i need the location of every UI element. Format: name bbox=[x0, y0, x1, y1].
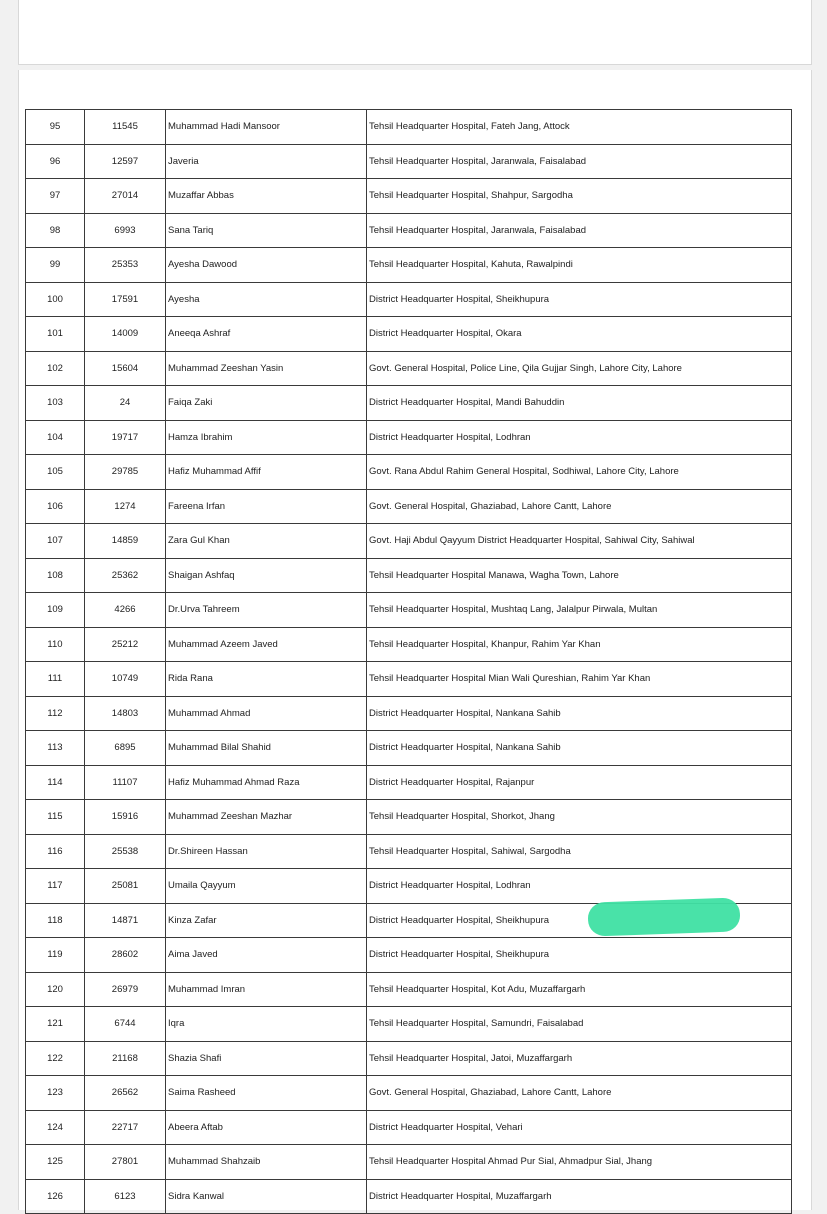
serial-cell: 102 bbox=[26, 351, 85, 386]
name-cell: Shazia Shafi bbox=[166, 1041, 367, 1076]
name-cell: Javeria bbox=[166, 144, 367, 179]
table-row bbox=[26, 869, 792, 904]
serial-cell: 105 bbox=[26, 455, 85, 490]
table-row bbox=[26, 1179, 792, 1214]
merit-id-cell: 22717 bbox=[85, 1110, 166, 1145]
table-row bbox=[26, 627, 792, 662]
serial-cell: 107 bbox=[26, 524, 85, 559]
merit-id-cell: 14803 bbox=[85, 696, 166, 731]
table-row bbox=[26, 489, 792, 524]
hospital-cell: Tehsil Headquarter Hospital, Kot Adu, Muzaffargarh bbox=[367, 972, 792, 1007]
merit-id-cell: 10749 bbox=[85, 662, 166, 697]
merit-id-cell: 6895 bbox=[85, 731, 166, 766]
serial-cell: 106 bbox=[26, 489, 85, 524]
hospital-cell: Govt. Haji Abdul Qayyum District Headquarter Hospital, Sahiwal City, Sahiwal bbox=[367, 524, 792, 559]
table-row bbox=[26, 1041, 792, 1076]
table-row bbox=[26, 800, 792, 835]
merit-id-cell: 14871 bbox=[85, 903, 166, 938]
table-row bbox=[26, 248, 792, 283]
table-row bbox=[26, 317, 792, 352]
hospital-cell: Tehsil Headquarter Hospital, Shorkot, Jhang bbox=[367, 800, 792, 835]
merit-id-cell: 27014 bbox=[85, 179, 166, 214]
hospital-cell: District Headquarter Hospital, Sheikhupura bbox=[367, 903, 792, 938]
hospital-cell: Tehsil Headquarter Hospital, Mushtaq Lang, Jalalpur Pirwala, Multan bbox=[367, 593, 792, 628]
name-cell: Iqra bbox=[166, 1007, 367, 1042]
name-cell: Umaila Qayyum bbox=[166, 869, 367, 904]
hospital-cell: District Headquarter Hospital, Muzaffargarh bbox=[367, 1179, 792, 1214]
serial-cell: 117 bbox=[26, 869, 85, 904]
table-row bbox=[26, 1076, 792, 1111]
name-cell: Ayesha Dawood bbox=[166, 248, 367, 283]
table-row bbox=[26, 938, 792, 973]
table-row bbox=[26, 731, 792, 766]
hospital-cell: Tehsil Headquarter Hospital Mian Wali Qureshian, Rahim Yar Khan bbox=[367, 662, 792, 697]
merit-id-cell: 17591 bbox=[85, 282, 166, 317]
merit-id-cell: 26562 bbox=[85, 1076, 166, 1111]
serial-cell: 108 bbox=[26, 558, 85, 593]
name-cell: Sidra Kanwal bbox=[166, 1179, 367, 1214]
serial-cell: 104 bbox=[26, 420, 85, 455]
merit-id-cell: 28602 bbox=[85, 938, 166, 973]
merit-id-cell: 29785 bbox=[85, 455, 166, 490]
merit-id-cell: 1274 bbox=[85, 489, 166, 524]
merit-id-cell: 25081 bbox=[85, 869, 166, 904]
hospital-cell: District Headquarter Hospital, Lodhran bbox=[367, 420, 792, 455]
name-cell: Muhammad Bilal Shahid bbox=[166, 731, 367, 766]
name-cell: Muhammad Zeeshan Mazhar bbox=[166, 800, 367, 835]
hospital-cell: Tehsil Headquarter Hospital, Jaranwala, Faisalabad bbox=[367, 213, 792, 248]
name-cell: Dr.Urva Tahreem bbox=[166, 593, 367, 628]
hospital-cell: Tehsil Headquarter Hospital, Fateh Jang, Attock bbox=[367, 110, 792, 145]
name-cell: Dr.Shireen Hassan bbox=[166, 834, 367, 869]
name-cell: Kinza Zafar bbox=[166, 903, 367, 938]
table-body bbox=[26, 110, 792, 1214]
table-row bbox=[26, 1145, 792, 1180]
serial-cell: 118 bbox=[26, 903, 85, 938]
table-row bbox=[26, 1007, 792, 1042]
table-row bbox=[26, 282, 792, 317]
hospital-cell: Tehsil Headquarter Hospital, Sahiwal, Sargodha bbox=[367, 834, 792, 869]
serial-cell: 95 bbox=[26, 110, 85, 145]
serial-cell: 123 bbox=[26, 1076, 85, 1111]
merit-id-cell: 24 bbox=[85, 386, 166, 421]
serial-cell: 114 bbox=[26, 765, 85, 800]
allocation-table bbox=[25, 109, 792, 1214]
table-row bbox=[26, 593, 792, 628]
serial-cell: 98 bbox=[26, 213, 85, 248]
previous-page bbox=[18, 0, 812, 65]
name-cell: Abeera Aftab bbox=[166, 1110, 367, 1145]
name-cell: Zara Gul Khan bbox=[166, 524, 367, 559]
hospital-cell: District Headquarter Hospital, Nankana Sahib bbox=[367, 696, 792, 731]
hospital-cell: District Headquarter Hospital, Sheikhupura bbox=[367, 938, 792, 973]
serial-cell: 101 bbox=[26, 317, 85, 352]
merit-id-cell: 19717 bbox=[85, 420, 166, 455]
merit-id-cell: 21168 bbox=[85, 1041, 166, 1076]
name-cell: Muhammad Ahmad bbox=[166, 696, 367, 731]
hospital-cell: Tehsil Headquarter Hospital, Khanpur, Rahim Yar Khan bbox=[367, 627, 792, 662]
serial-cell: 111 bbox=[26, 662, 85, 697]
serial-cell: 125 bbox=[26, 1145, 85, 1180]
name-cell: Rida Rana bbox=[166, 662, 367, 697]
serial-cell: 120 bbox=[26, 972, 85, 1007]
hospital-cell: Govt. General Hospital, Ghaziabad, Lahore Cantt, Lahore bbox=[367, 489, 792, 524]
serial-cell: 124 bbox=[26, 1110, 85, 1145]
serial-cell: 126 bbox=[26, 1179, 85, 1214]
serial-cell: 122 bbox=[26, 1041, 85, 1076]
document-page bbox=[18, 70, 812, 1210]
hospital-cell: District Headquarter Hospital, Lodhran bbox=[367, 869, 792, 904]
merit-id-cell: 25353 bbox=[85, 248, 166, 283]
name-cell: Muhammad Azeem Javed bbox=[166, 627, 367, 662]
serial-cell: 119 bbox=[26, 938, 85, 973]
serial-cell: 112 bbox=[26, 696, 85, 731]
table-row bbox=[26, 972, 792, 1007]
name-cell: Muhammad Hadi Mansoor bbox=[166, 110, 367, 145]
table-row bbox=[26, 834, 792, 869]
name-cell: Muhammad Shahzaib bbox=[166, 1145, 367, 1180]
hospital-cell: District Headquarter Hospital, Mandi Bahuddin bbox=[367, 386, 792, 421]
serial-cell: 100 bbox=[26, 282, 85, 317]
merit-id-cell: 6744 bbox=[85, 1007, 166, 1042]
hospital-cell: Tehsil Headquarter Hospital Ahmad Pur Sial, Ahmadpur Sial, Jhang bbox=[367, 1145, 792, 1180]
serial-cell: 116 bbox=[26, 834, 85, 869]
table-row bbox=[26, 386, 792, 421]
hospital-cell: Tehsil Headquarter Hospital, Kahuta, Rawalpindi bbox=[367, 248, 792, 283]
hospital-cell: Govt. General Hospital, Ghaziabad, Lahore Cantt, Lahore bbox=[367, 1076, 792, 1111]
table-row bbox=[26, 1110, 792, 1145]
highlighter-mark bbox=[587, 897, 740, 936]
hospital-cell: Tehsil Headquarter Hospital, Samundri, Faisalabad bbox=[367, 1007, 792, 1042]
merit-id-cell: 4266 bbox=[85, 593, 166, 628]
table-row bbox=[26, 558, 792, 593]
merit-id-cell: 12597 bbox=[85, 144, 166, 179]
serial-cell: 115 bbox=[26, 800, 85, 835]
hospital-cell: District Headquarter Hospital, Nankana Sahib bbox=[367, 731, 792, 766]
name-cell: Fareena Irfan bbox=[166, 489, 367, 524]
merit-id-cell: 6993 bbox=[85, 213, 166, 248]
name-cell: Hamza Ibrahim bbox=[166, 420, 367, 455]
serial-cell: 113 bbox=[26, 731, 85, 766]
serial-cell: 109 bbox=[26, 593, 85, 628]
name-cell: Muhammad Zeeshan Yasin bbox=[166, 351, 367, 386]
name-cell: Hafiz Muhammad Affif bbox=[166, 455, 367, 490]
table-row bbox=[26, 110, 792, 145]
merit-id-cell: 26979 bbox=[85, 972, 166, 1007]
name-cell: Saima Rasheed bbox=[166, 1076, 367, 1111]
hospital-cell: District Headquarter Hospital, Okara bbox=[367, 317, 792, 352]
merit-id-cell: 11545 bbox=[85, 110, 166, 145]
hospital-cell: District Headquarter Hospital, Vehari bbox=[367, 1110, 792, 1145]
merit-id-cell: 25362 bbox=[85, 558, 166, 593]
serial-cell: 97 bbox=[26, 179, 85, 214]
serial-cell: 99 bbox=[26, 248, 85, 283]
name-cell: Muhammad Imran bbox=[166, 972, 367, 1007]
serial-cell: 110 bbox=[26, 627, 85, 662]
merit-id-cell: 25212 bbox=[85, 627, 166, 662]
table-row bbox=[26, 524, 792, 559]
table-row bbox=[26, 144, 792, 179]
name-cell: Sana Tariq bbox=[166, 213, 367, 248]
hospital-cell: District Headquarter Hospital, Sheikhupura bbox=[367, 282, 792, 317]
table-row bbox=[26, 696, 792, 731]
merit-id-cell: 6123 bbox=[85, 1179, 166, 1214]
name-cell: Ayesha bbox=[166, 282, 367, 317]
serial-cell: 103 bbox=[26, 386, 85, 421]
merit-id-cell: 14859 bbox=[85, 524, 166, 559]
name-cell: Aima Javed bbox=[166, 938, 367, 973]
serial-cell: 96 bbox=[26, 144, 85, 179]
table-row bbox=[26, 213, 792, 248]
name-cell: Faiqa Zaki bbox=[166, 386, 367, 421]
table-row bbox=[26, 420, 792, 455]
merit-id-cell: 15916 bbox=[85, 800, 166, 835]
merit-id-cell: 27801 bbox=[85, 1145, 166, 1180]
hospital-cell: Tehsil Headquarter Hospital Manawa, Wagha Town, Lahore bbox=[367, 558, 792, 593]
hospital-cell: Tehsil Headquarter Hospital, Jatoi, Muzaffargarh bbox=[367, 1041, 792, 1076]
merit-id-cell: 25538 bbox=[85, 834, 166, 869]
name-cell: Shaigan Ashfaq bbox=[166, 558, 367, 593]
merit-id-cell: 15604 bbox=[85, 351, 166, 386]
hospital-cell: Tehsil Headquarter Hospital, Shahpur, Sargodha bbox=[367, 179, 792, 214]
hospital-cell: District Headquarter Hospital, Rajanpur bbox=[367, 765, 792, 800]
table-row bbox=[26, 765, 792, 800]
name-cell: Aneeqa Ashraf bbox=[166, 317, 367, 352]
merit-id-cell: 14009 bbox=[85, 317, 166, 352]
table-row bbox=[26, 455, 792, 490]
table-row bbox=[26, 662, 792, 697]
table-row bbox=[26, 179, 792, 214]
serial-cell: 121 bbox=[26, 1007, 85, 1042]
hospital-cell: Govt. General Hospital, Police Line, Qila Gujjar Singh, Lahore City, Lahore bbox=[367, 351, 792, 386]
table-row bbox=[26, 351, 792, 386]
hospital-cell: Govt. Rana Abdul Rahim General Hospital, Sodhiwal, Lahore City, Lahore bbox=[367, 455, 792, 490]
merit-id-cell: 11107 bbox=[85, 765, 166, 800]
name-cell: Hafiz Muhammad Ahmad Raza bbox=[166, 765, 367, 800]
name-cell: Muzaffar Abbas bbox=[166, 179, 367, 214]
hospital-cell: Tehsil Headquarter Hospital, Jaranwala, Faisalabad bbox=[367, 144, 792, 179]
